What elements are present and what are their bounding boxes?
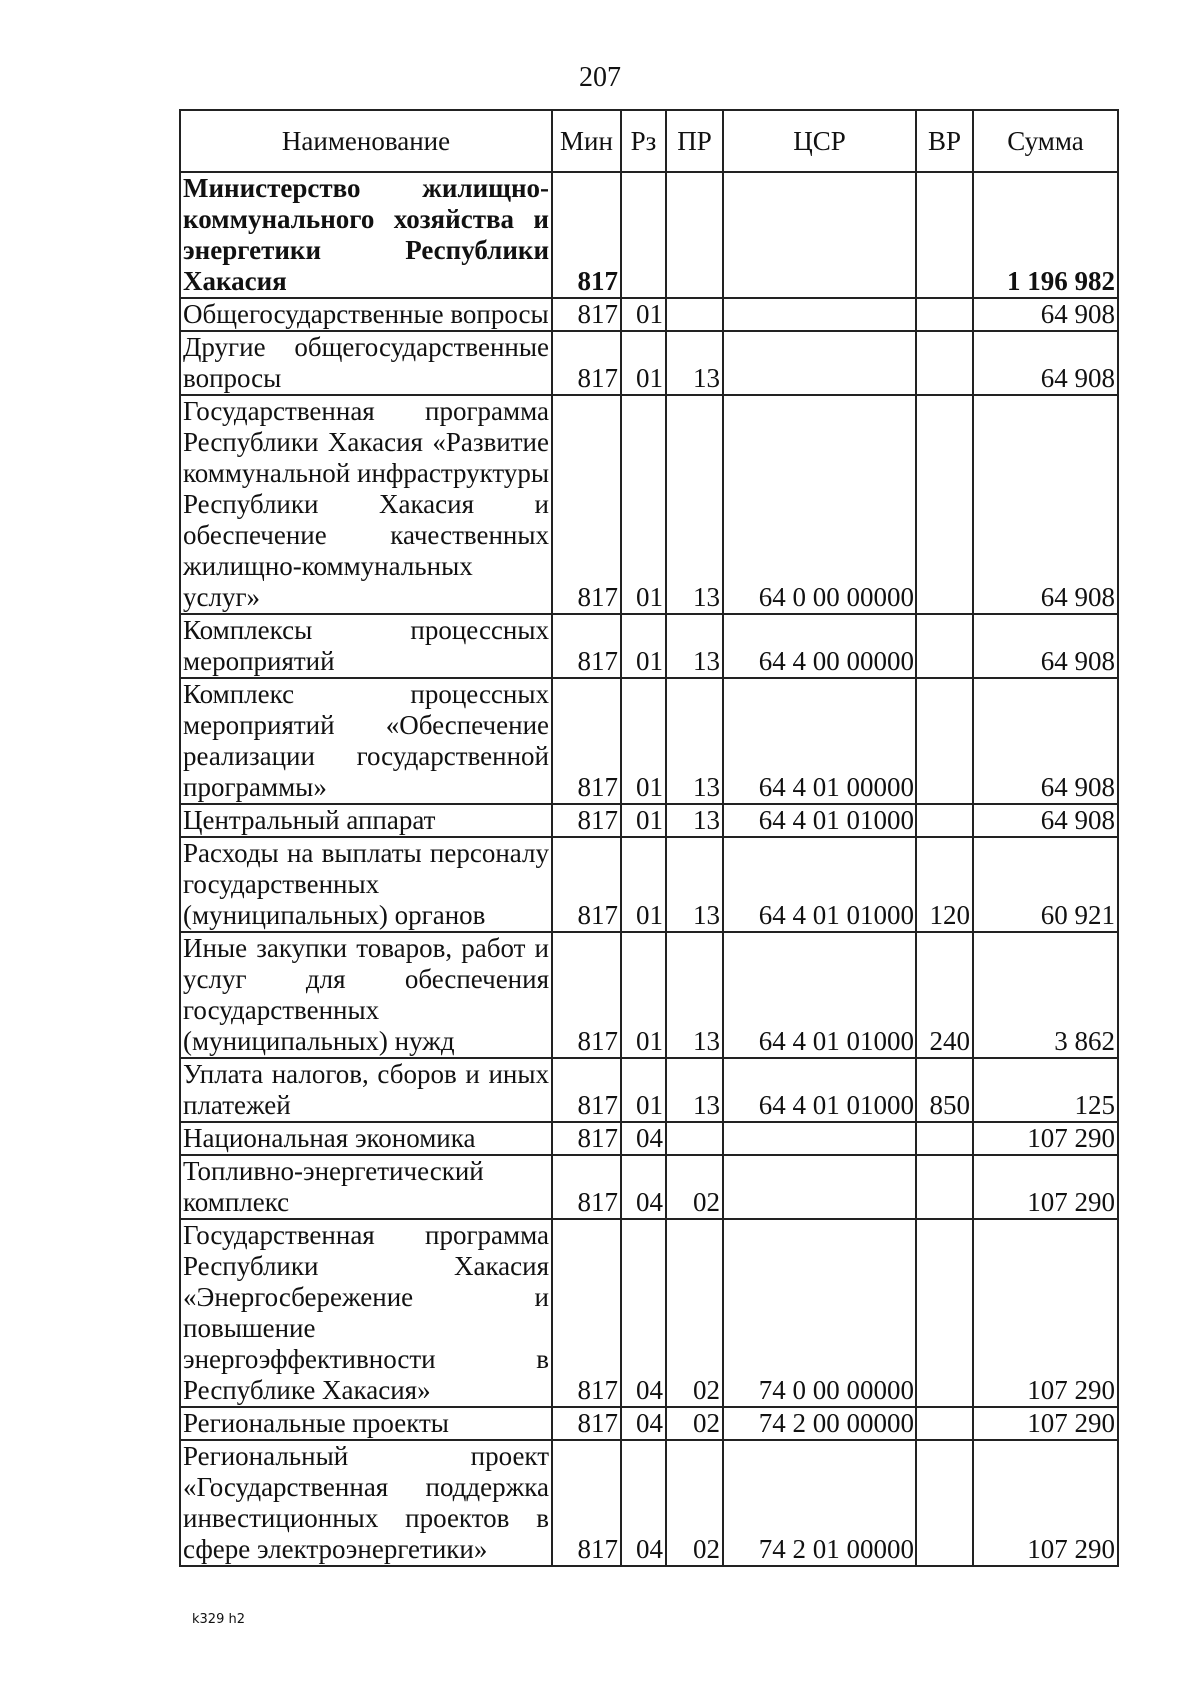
table-body [180, 172, 1118, 1566]
table-row [180, 1058, 1118, 1122]
cell-pr: 13 [666, 932, 723, 1058]
cell-pr: 02 [666, 1440, 723, 1566]
cell-min: 817 [552, 172, 621, 298]
cell-name: Комплекс процессных мероприятий «Обеспечение реализации государственной программы» [180, 678, 552, 804]
cell-pr: 13 [666, 678, 723, 804]
budget-table [179, 109, 1119, 1567]
table-row [180, 1440, 1118, 1566]
cell-rz: 01 [621, 614, 666, 678]
table-row [180, 395, 1118, 614]
cell-sum: 1 196 982 [973, 172, 1118, 298]
cell-min: 817 [552, 1058, 621, 1122]
cell-name: Региональный проект «Государственная поддержка инвестиционных проектов в сфере электроэнергетики» [180, 1440, 552, 1566]
cell-vr [916, 1155, 973, 1219]
header-vr: ВР [916, 110, 973, 172]
cell-name: Национальная экономика [180, 1122, 552, 1155]
header-min: Мин [552, 110, 621, 172]
cell-csr: 74 2 01 00000 [723, 1440, 916, 1566]
cell-vr: 240 [916, 932, 973, 1058]
cell-min: 817 [552, 395, 621, 614]
table-row [180, 331, 1118, 395]
header-name: Наименование [180, 110, 552, 172]
cell-name: Уплата налогов, сборов и иных платежей [180, 1058, 552, 1122]
cell-csr: 64 4 00 00000 [723, 614, 916, 678]
cell-vr [916, 1219, 973, 1407]
cell-pr [666, 172, 723, 298]
cell-csr [723, 172, 916, 298]
cell-vr: 120 [916, 837, 973, 932]
cell-csr [723, 1122, 916, 1155]
cell-pr: 13 [666, 395, 723, 614]
table-row [180, 614, 1118, 678]
cell-sum: 125 [973, 1058, 1118, 1122]
cell-vr [916, 395, 973, 614]
header-csr: ЦСР [723, 110, 916, 172]
cell-rz: 01 [621, 298, 666, 331]
table-row [180, 837, 1118, 932]
cell-name: Иные закупки товаров, работ и услуг для обеспечения государственных (муниципальных) нужд [180, 932, 552, 1058]
cell-pr: 13 [666, 614, 723, 678]
cell-pr [666, 1122, 723, 1155]
cell-vr [916, 331, 973, 395]
cell-csr: 64 4 01 01000 [723, 804, 916, 837]
footer-code: k329 h2 [192, 1612, 245, 1627]
cell-name: Другие общегосударственные вопросы [180, 331, 552, 395]
cell-sum: 107 290 [973, 1219, 1118, 1407]
cell-sum: 64 908 [973, 678, 1118, 804]
cell-sum: 64 908 [973, 804, 1118, 837]
cell-name: Министерство жилищно-коммунального хозяйства и энергетики Республики Хакасия [180, 172, 552, 298]
cell-vr [916, 1440, 973, 1566]
header-pr: ПР [666, 110, 723, 172]
cell-vr [916, 614, 973, 678]
cell-pr: 02 [666, 1407, 723, 1440]
cell-name: Региональные проекты [180, 1407, 552, 1440]
table-row [180, 172, 1118, 298]
cell-name: Государственная программа Республики Хакасия «Энергосбережение и повышение энергоэффективности в Республике Хакасия» [180, 1219, 552, 1407]
cell-sum: 107 290 [973, 1122, 1118, 1155]
cell-rz: 04 [621, 1219, 666, 1407]
cell-min: 817 [552, 804, 621, 837]
cell-sum: 64 908 [973, 331, 1118, 395]
cell-min: 817 [552, 1219, 621, 1407]
cell-rz: 01 [621, 331, 666, 395]
cell-rz: 04 [621, 1440, 666, 1566]
cell-csr: 64 4 01 01000 [723, 932, 916, 1058]
cell-rz: 01 [621, 395, 666, 614]
cell-pr: 13 [666, 837, 723, 932]
cell-min: 817 [552, 1440, 621, 1566]
cell-sum: 64 908 [973, 395, 1118, 614]
table-row [180, 804, 1118, 837]
cell-pr: 13 [666, 804, 723, 837]
table-header-row [180, 110, 1118, 172]
cell-sum: 107 290 [973, 1440, 1118, 1566]
cell-name: Общегосударственные вопросы [180, 298, 552, 331]
cell-min: 817 [552, 614, 621, 678]
cell-csr: 64 4 01 01000 [723, 1058, 916, 1122]
cell-name: Комплексы процессных мероприятий [180, 614, 552, 678]
cell-pr: 13 [666, 1058, 723, 1122]
cell-csr [723, 298, 916, 331]
cell-vr [916, 804, 973, 837]
cell-min: 817 [552, 1155, 621, 1219]
cell-min: 817 [552, 678, 621, 804]
cell-csr: 64 4 01 01000 [723, 837, 916, 932]
cell-csr [723, 331, 916, 395]
cell-vr: 850 [916, 1058, 973, 1122]
cell-rz: 01 [621, 837, 666, 932]
table-row [180, 298, 1118, 331]
cell-vr [916, 172, 973, 298]
table-row [180, 1155, 1118, 1219]
cell-min: 817 [552, 331, 621, 395]
cell-pr: 02 [666, 1219, 723, 1407]
header-sum: Сумма [973, 110, 1118, 172]
cell-csr: 64 4 01 00000 [723, 678, 916, 804]
cell-sum: 107 290 [973, 1155, 1118, 1219]
cell-sum: 60 921 [973, 837, 1118, 932]
cell-vr [916, 298, 973, 331]
table-row [180, 1219, 1118, 1407]
cell-rz: 01 [621, 1058, 666, 1122]
cell-rz: 04 [621, 1155, 666, 1219]
cell-pr: 13 [666, 331, 723, 395]
cell-min: 817 [552, 1122, 621, 1155]
table-row [180, 678, 1118, 804]
cell-sum: 64 908 [973, 298, 1118, 331]
cell-pr: 02 [666, 1155, 723, 1219]
cell-min: 817 [552, 932, 621, 1058]
cell-min: 817 [552, 298, 621, 331]
cell-rz: 01 [621, 804, 666, 837]
cell-name: Государственная программа Республики Хакасия «Развитие коммунальной инфраструктуры Республики Хакасия и обеспечение качественных жилищно-коммунальных услуг» [180, 395, 552, 614]
cell-min: 817 [552, 837, 621, 932]
cell-pr [666, 298, 723, 331]
cell-rz [621, 172, 666, 298]
cell-min: 817 [552, 1407, 621, 1440]
cell-rz: 01 [621, 932, 666, 1058]
cell-sum: 64 908 [973, 614, 1118, 678]
cell-csr: 74 0 00 00000 [723, 1219, 916, 1407]
cell-vr [916, 1407, 973, 1440]
cell-sum: 107 290 [973, 1407, 1118, 1440]
table-row [180, 932, 1118, 1058]
cell-rz: 04 [621, 1407, 666, 1440]
cell-name: Расходы на выплаты персоналу государственных (муниципальных) органов [180, 837, 552, 932]
cell-sum: 3 862 [973, 932, 1118, 1058]
cell-vr [916, 1122, 973, 1155]
cell-vr [916, 678, 973, 804]
cell-name: Центральный аппарат [180, 804, 552, 837]
page-number: 207 [579, 62, 621, 93]
cell-csr [723, 1155, 916, 1219]
header-rz: Рз [621, 110, 666, 172]
cell-rz: 04 [621, 1122, 666, 1155]
cell-rz: 01 [621, 678, 666, 804]
cell-csr: 64 0 00 00000 [723, 395, 916, 614]
table-row [180, 1122, 1118, 1155]
table-row [180, 1407, 1118, 1440]
cell-csr: 74 2 00 00000 [723, 1407, 916, 1440]
cell-name: Топливно-энергетический комплекс [180, 1155, 552, 1219]
